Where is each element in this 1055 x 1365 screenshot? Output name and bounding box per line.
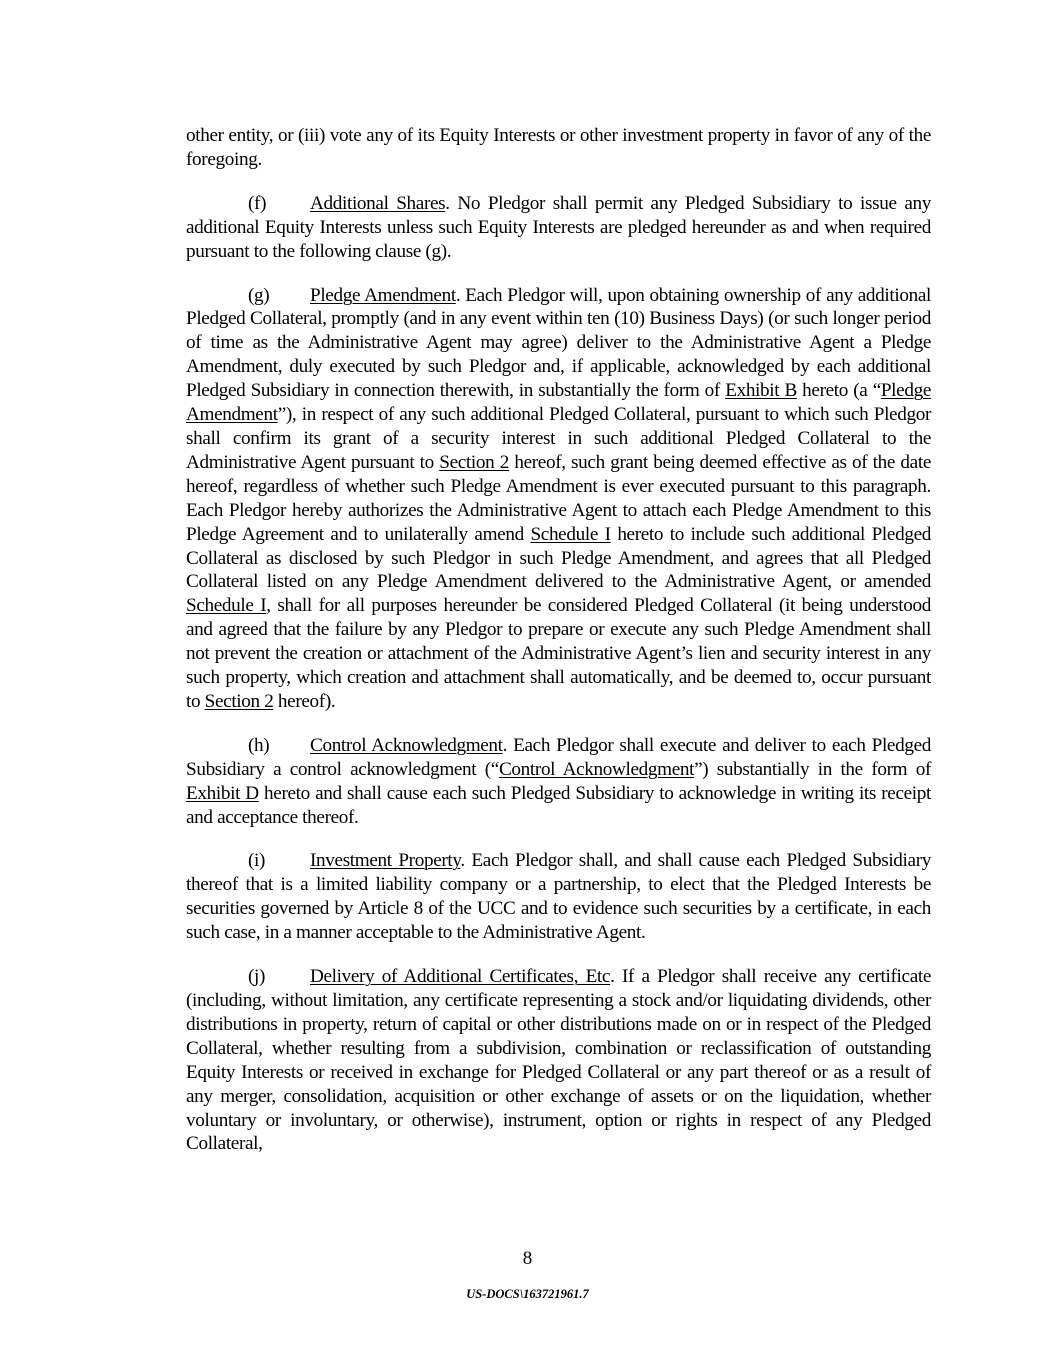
paragraph-i-investment-property — [186, 849, 931, 945]
text-run: . If a Pledgor shall receive any certificate (including, without limitation, any certificate representing a stock and/or liquidating dividends, other distributions in property, return of capital or other distributions made on or in respect of the Pledged Collateral, whether resulting from a subdivision, combination or reclassification of outstanding Equity Interests or received in exchange for Pledged Collateral or any part thereof or as a result of any merger, consolidation, acquisition or other exchange of assets or on the liquidation, whether voluntary or involuntary, or otherwise), instrument, option or rights in respect of any Pledged Collateral, — [186, 966, 932, 1155]
underlined-term: Schedule I — [186, 595, 267, 617]
underlined-term: Additional Shares — [310, 192, 446, 214]
underlined-term: Section 2 — [204, 690, 274, 712]
text-run: . No Pledgor shall permit any Pledged Subsidiary to issue any additional Equity Interests unless such Equity Interests are pledged hereunder as and when required pursuant to the following clause (g). — [186, 192, 931, 262]
text-run: hereto to include such additional Pledged Collateral as disclosed by such Pledgor in such Pledge Amendment, and agrees that all Pledged Collateral listed on any Pledge Amendment delivered to the Administrative Agent, or amended — [186, 523, 931, 593]
text-run: hereof). — [273, 690, 336, 712]
text-run: ”), in respect of any such additional Pledged Collateral, pursuant to which such Pledgor shall confirm its grant of a security interest in such additional Pledged Collateral to the Administrative Agent pursuant to — [186, 404, 931, 473]
paragraph-label: (i) — [248, 850, 266, 872]
continuation-paragraph — [186, 124, 931, 172]
document-page — [186, 124, 931, 1176]
underlined-term: Exhibit D — [186, 782, 259, 804]
paragraph-h-control-acknowledgment — [186, 734, 931, 830]
paragraph-label: (j) — [248, 966, 266, 988]
paragraph-label: (f) — [248, 192, 267, 214]
text-run: ”) substantially in the form of — [694, 758, 931, 780]
underlined-term: Schedule I — [530, 523, 611, 545]
paragraph-g-pledge-amendment — [186, 284, 931, 714]
document-id: US-DOCS\163721961.7 — [466, 1287, 589, 1301]
underlined-term: Section 2 — [439, 451, 509, 473]
text-run: . Each Pledgor will, upon obtaining ownership of any additional Pledged Collateral, promptly (and in any event within ten (10) Business Days) (or such longer period of time as the Administrative Agent may agree) deliver to the Administrative Agent a Pledge Amendment, duly executed by such Pledgor and, if applicable, acknowledged by each additional Pledged Subsidiary in connection therewith, in substantially the form of — [186, 284, 931, 402]
paragraph-label: (g) — [248, 284, 270, 306]
text-run: , shall for all purposes hereunder be considered Pledged Collateral (it being understood and agreed that the failure by any Pledgor to prepare or execute any such Pledge Amendment shall not prevent the creation or attachment of the Administrative Agent’s lien and security interest in any such property, which creation and attachment shall automatically, and be deemed to, occur pursuant to — [186, 595, 931, 712]
text-run: . Each Pledgor shall execute and deliver to each Pledged Subsidiary a control acknowledgment (“ — [186, 734, 931, 780]
underlined-term: Investment Property — [310, 850, 461, 872]
text-run: other entity, or (iii) vote any of its Equity Interests or other investment property in favor of any of the foregoing. — [186, 125, 931, 170]
underlined-term: Pledge Amendment — [310, 284, 456, 306]
underlined-term: Control Acknowledgment — [498, 758, 695, 780]
text-run: hereto (a “ — [796, 380, 881, 402]
paragraph-j-delivery-of-certificates — [186, 965, 931, 1156]
text-run: hereof, such grant being deemed effective as of the date hereof, regardless of whether such Pledge Amendment is ever executed pursuant to this paragraph. Each Pledgor hereby authorizes the Administrative Agent to attach each Pledge Amendment to this Pledge Agreement and to unilaterally amend — [186, 451, 931, 545]
page-number: 8 — [522, 1248, 533, 1269]
underlined-term: Delivery of Additional Certificates, Etc — [310, 966, 611, 988]
paragraph-f-additional-shares — [186, 192, 931, 264]
text-run: . Each Pledgor shall, and shall cause each Pledged Subsidiary thereof that is a limited liability company or a partnership, to elect that the Pledged Interests be securities governed by Article 8 of the UCC and to evidence such securities by a certificate, in each such case, in a manner acceptable to the Administrative Agent. — [186, 850, 931, 944]
underlined-term: Control Acknowledgment — [310, 734, 503, 756]
text-run: hereto and shall cause each such Pledged Subsidiary to acknowledge in writing its receipt and acceptance thereof. — [186, 782, 932, 828]
paragraph-label: (h) — [248, 734, 270, 756]
underlined-term: Pledge Amendment — [186, 380, 931, 426]
underlined-term: Exhibit B — [725, 380, 797, 402]
